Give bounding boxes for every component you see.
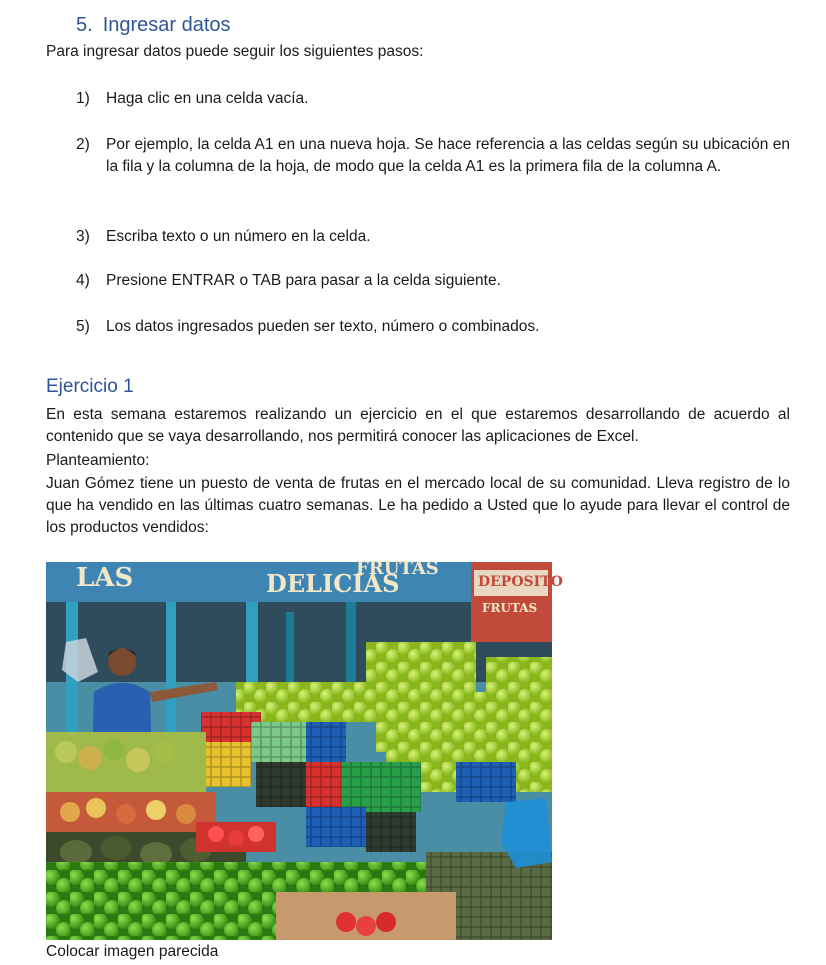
exercise-paragraph: En esta semana estaremos realizando un ejercicio en el que estaremos desarrollando de acuerdo al contenido que se vaya desarrollando, nos permitirá conocer las aplicaciones de Excel. bbox=[46, 406, 790, 445]
step-item bbox=[76, 134, 790, 178]
exercise-heading: Ejercicio 1 bbox=[46, 376, 134, 397]
section-title: Ingresar datos bbox=[102, 14, 231, 36]
step-text: Haga clic en una celda vacía. bbox=[106, 90, 309, 107]
exercise-label: Planteamiento: bbox=[46, 452, 150, 469]
step-item bbox=[76, 226, 790, 248]
step-item bbox=[76, 88, 790, 110]
intro-paragraph: Para ingresar datos puede seguir los siguientes pasos: bbox=[46, 43, 424, 60]
step-number: 1) bbox=[76, 90, 90, 107]
step-number: 4) bbox=[76, 272, 90, 289]
section-number: 5. bbox=[76, 14, 93, 36]
sign-text-right-2: FRUTAS bbox=[482, 601, 538, 615]
step-text: Presione ENTRAR o TAB para pasar a la celda siguiente. bbox=[106, 272, 501, 289]
step-text: Escriba texto o un número en la celda. bbox=[106, 228, 371, 245]
image-caption: Colocar imagen parecida bbox=[46, 943, 219, 960]
sign-text-left: LAS bbox=[76, 563, 134, 593]
step-number: 2) bbox=[76, 136, 90, 153]
step-text: Los datos ingresados pueden ser texto, número o combinados. bbox=[106, 318, 540, 335]
step-number: 3) bbox=[76, 228, 90, 245]
step-text: Por ejemplo, la celda A1 en una nueva hoja. Se hace referencia a las celdas según su ubicación en la fila y la columna de la hoja, de modo que la celda A1 es la primera fila de la columna A. bbox=[106, 136, 790, 175]
exercise-statement: Juan Gómez tiene un puesto de venta de frutas en el mercado local de su comunidad. Lleva registro de lo que ha vendido en las últimas cuatro semanas. Le ha pedido a Usted que lo ayude para llevar el control de los productos vendidos: bbox=[46, 475, 790, 536]
market-photo bbox=[46, 558, 563, 940]
step-item bbox=[76, 270, 790, 292]
section-heading bbox=[76, 14, 231, 37]
sign-text-main: DELICIAS bbox=[266, 569, 400, 598]
step-number: 5) bbox=[76, 318, 90, 335]
sign-text-right: DEPOSITO bbox=[478, 574, 563, 590]
step-item bbox=[76, 316, 790, 338]
fruit-stall-illustration bbox=[46, 558, 563, 940]
sign-text-top: FRUTAS bbox=[356, 558, 439, 579]
